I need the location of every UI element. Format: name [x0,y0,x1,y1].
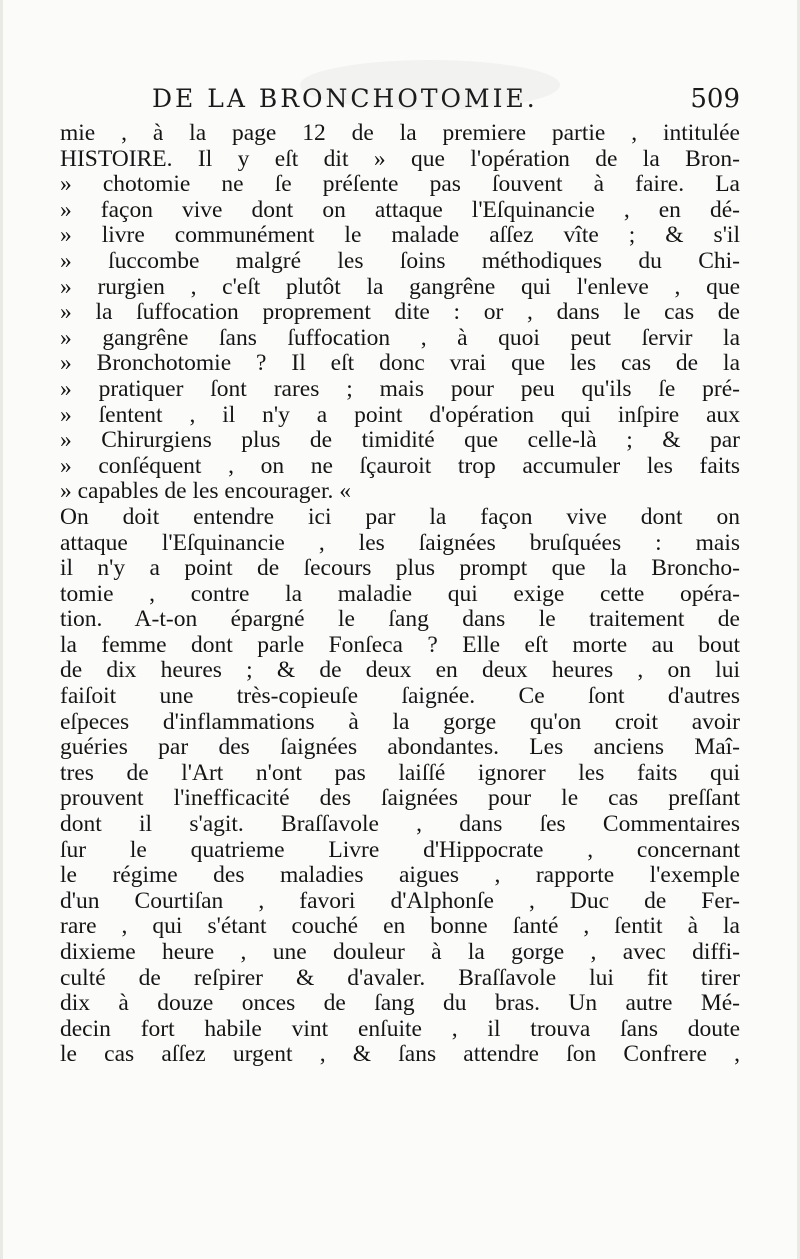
text-line: tion. A-t-on épargné le ſang dans le traitement de [60,607,740,633]
text-line: tomie , contre la maladie qui exige cette opéra- [60,581,740,607]
text-line: d'un Courtiſan , favori d'Alphonſe , Duc de Fer- [60,888,740,914]
text-line: le cas aſſez urgent , & ſans attendre ſon Confrere , [60,1042,740,1068]
text-line: le régime des maladies aigues , rapporte l'exemple [60,863,740,889]
text-line: rare , qui s'étant couché en bonne ſanté , ſentit à la [60,914,740,940]
text-line: » Bronchotomie ? Il eſt donc vrai que les cas de la [60,351,740,377]
text-line: de dix heures ; & de deux en deux heures , on lui [60,658,740,684]
running-title: DE LA BRONCHOTOMIE. [152,84,538,113]
text-line: ſur le quatrieme Livre d'Hippocrate , concernant [60,837,740,863]
text-line: dont il s'agit. Braſſavole , dans ſes Commentaires [60,812,740,838]
text-line: guéries par des ſaignées abondantes. Les anciens Maî- [60,735,740,761]
text-line: attaque l'Eſquinancie , les ſaignées bruſquées : mais [60,530,740,556]
text-line: culté de reſpirer & d'avaler. Braſſavole lui fit tirer [60,965,740,991]
text-line: » ſuccombe malgré les ſoins méthodiques du Chi- [60,248,740,274]
text-line: decin fort habile vint enſuite , il trouva ſans doute [60,1016,740,1042]
page-edge-left [0,0,3,1259]
text-line: la femme dont parle Fonſeca ? Elle eſt morte au bout [60,632,740,658]
text-line: eſpeces d'inflammations à la gorge qu'on croit avoir [60,709,740,735]
body-text [60,121,740,1068]
text-line: il n'y a point de ſecours plus prompt que la Broncho- [60,556,740,582]
text-line: HISTOIRE. Il y eſt dit » que l'opération de la Bron- [60,146,740,172]
text-line: » Chirurgiens plus de timidité que celle-là ; & par [60,428,740,454]
text-line: dix à douze onces de ſang du bras. Un autre Mé- [60,991,740,1017]
text-line: prouvent l'inefficacité des ſaignées pour le cas preſſant [60,786,740,812]
text-line: » livre communément le malade aſſez vîte ; & s'il [60,223,740,249]
text-line: tres de l'Art n'ont pas laiſſé ignorer les faits qui [60,760,740,786]
text-line: » façon vive dont on attaque l'Eſquinancie , en dé- [60,197,740,223]
text-line: » la ſuffocation proprement dite : or , dans le cas de [60,300,740,326]
text-line: » pratiquer ſont rares ; mais pour peu qu'ils ſe pré- [60,376,740,402]
text-line: » ſentent , il n'y a point d'opération qui inſpire aux [60,402,740,428]
text-line: » capables de les encourager. « [60,479,352,505]
text-line: » chotomie ne ſe préſente pas ſouvent à faire. La [60,172,740,198]
text-line: mie , à la page 12 de la premiere partie , intitulée [60,121,740,146]
text-line: faiſoit une très-copieuſe ſaignée. Ce ſont d'autres [60,684,740,710]
text-line: dixieme heure , une douleur à la gorge , avec diffi- [60,940,740,965]
text-line: » gangrêne ſans ſuffocation , à quoi peut ſervir la [60,325,740,351]
page-header [60,84,740,124]
text-line: » rurgien , c'eſt plutôt la gangrêne qui l'enleve , que [60,274,740,300]
text-line: On doit entendre ici par la façon vive dont on [60,504,740,530]
text-line: » conſéquent , on ne ſçauroit trop accumuler les faits [60,453,740,479]
page-number: 509 [690,84,740,114]
